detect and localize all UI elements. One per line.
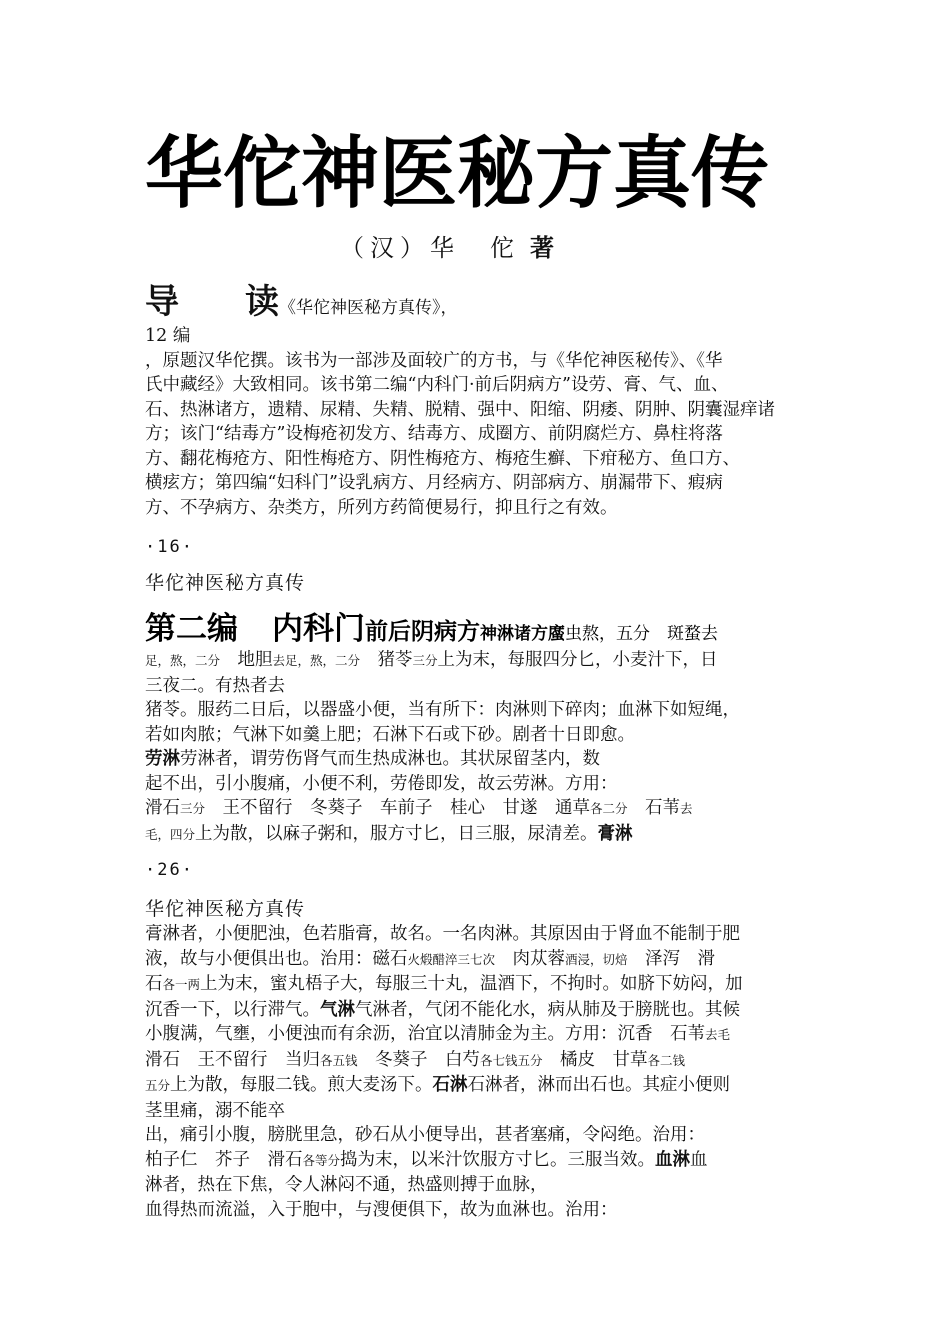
overlap-glyph: 䗪 (548, 624, 565, 644)
chapter-heading (145, 603, 718, 648)
intro-line: 氏中藏经》大致相同。该书第二编“内科门·前后阴病方”设劳、膏、气、血、 (145, 375, 729, 395)
text-line (145, 972, 815, 998)
herb-note: 五分 (145, 1078, 171, 1093)
page-number: ·16· (145, 537, 194, 557)
intro-line: 石、热淋诸方，遗精、尿精、失精、脱精、强中、阳缩、阴痿、阴肿、阴囊湿痒诸 (145, 399, 775, 420)
text-run: 滑石 (145, 798, 180, 818)
herb-note: 各七钱五分 (480, 1052, 543, 1068)
text-run: 地胆 (220, 650, 273, 670)
running-head: 华佗神医秘方真传 (145, 572, 306, 594)
herb-note: 各一两 (162, 977, 201, 992)
text-run: 沉香一下，以行滞气。 (145, 999, 320, 1020)
herb-note: 熬，五分 (582, 624, 650, 644)
text-line: 血得热而流溢，入于胞中，与溲便俱下，故为血淋也。治用： (145, 1199, 618, 1220)
text-run: 柏子仁 芥子 滑石 (145, 1149, 303, 1170)
intro-line: 12 编 (145, 326, 191, 346)
text-line: 猪苓。服药二日后，以器盛小便，当有所下：肉淋则下碎肉；血淋下如短绳， (145, 700, 740, 720)
text-line: 膏淋者，小便肥浊，色若脂膏，故名。一名肉淋。其原因由于肾血不能制于肥 (145, 924, 740, 944)
herb-note: 火煅醋淬三七次 (407, 951, 496, 967)
text-run: 液，故与小便俱出也。治用：磁石 (145, 948, 408, 969)
section-term: 石淋 (432, 1075, 468, 1095)
intro-heading-char-2: 读 (245, 282, 279, 322)
text-run: 橘皮 甘草 (542, 1049, 648, 1070)
text-run: 上为散，每服二钱。煎大麦汤下。 (170, 1075, 433, 1095)
text-run: 捣为末，以米汁饮服方寸匕。三服当效。 (340, 1149, 656, 1170)
herb-note: 三分 (180, 801, 206, 816)
section-term: 膏淋 (597, 823, 633, 844)
herb-note: 足，熬，二分 (145, 653, 221, 668)
text-line (145, 998, 815, 1023)
text-run: 石苇 (627, 798, 681, 818)
section-term: 气淋 (320, 999, 355, 1020)
herb-note: 毛，四分 (145, 826, 196, 842)
text-line (145, 947, 815, 973)
text-run: 石淋者，淋而出石也。其症小便则 (467, 1075, 731, 1095)
text-run: 上为末，每服四分匕，小麦汁下，日 (437, 650, 718, 670)
intro-lead: 《华佗神医秘方真传》， (279, 298, 458, 318)
text-line (145, 747, 815, 772)
author-line (340, 232, 560, 264)
running-head: 华佗神医秘方真传 (145, 898, 306, 920)
author-name: （汉）华 佗 (340, 234, 520, 262)
book-title: 华佗神医秘方真传 (145, 129, 770, 219)
herb-note: 各二钱 (647, 1052, 686, 1068)
text-run: 上为散，以麻子粥和，服方寸匕，日三服，尿清差。 (195, 823, 598, 844)
intro-line: ，原题汉华佗撰。该书为一部涉及面较广的方书，与《华佗神医秘传》、《华 (145, 350, 723, 371)
text-line: 茎里痛，溺不能卒 (145, 1100, 285, 1121)
intro-heading (145, 280, 458, 324)
text-run: 冬葵子 白芍 (357, 1049, 481, 1070)
text-line: 三夜二。有热者去 (145, 675, 285, 696)
text-run: 王不留行 冬葵子 车前子 桂心 甘遂 通草 (205, 798, 591, 818)
text-run: 气淋者，气闭不能化水，病从肺及于膀胱也。其候 (355, 999, 740, 1020)
text-line: 若如肉脓；气淋下如羹上肥；石淋下石或下砂。剧者十日即愈。 (145, 724, 635, 745)
text-line (145, 796, 815, 822)
page-2-body (145, 922, 815, 1222)
text-run: 肉苁蓉 (495, 948, 566, 969)
text-line (145, 1073, 815, 1099)
text-run: 猪苓 (360, 650, 413, 670)
intro-line: 方、翻花梅疮方、阳性梅疮方、阴性梅疮方、梅疮生癣、下疳秘方、鱼口方、 (145, 448, 740, 469)
intro-body (145, 324, 815, 520)
text-line (145, 822, 815, 848)
text-line (145, 1022, 815, 1048)
herb-note: 各二分 (590, 801, 628, 816)
author-role: 著 (530, 234, 560, 262)
herb-note: 去 (680, 801, 693, 816)
intro-line: 方、不孕病方、杂类方，所列方药简便易行，抑且行之有效。 (145, 497, 618, 518)
herb-note: 酒浸，切焙 (565, 951, 628, 967)
text-line: 淋者，热在下焦，令人淋闷不通，热盛则搏于血脉， (145, 1175, 548, 1195)
section-term: 血淋 (655, 1149, 691, 1170)
chapter-part: 第二编 (145, 611, 238, 647)
intro-line: 横痃方；第四编“妇科门”设乳病方、月经病方、阴部病方、崩漏带下、瘕病 (145, 473, 723, 493)
intro-heading-char-1: 导 (145, 282, 179, 322)
herb-note: 三分 (412, 653, 438, 668)
text-line (145, 1148, 815, 1174)
chapter-topic: 神淋诸方 (480, 624, 548, 644)
chapter-continuation: 虫 (565, 624, 582, 644)
text-run: 泽泻 滑 (627, 948, 716, 969)
text-line (145, 648, 815, 674)
text-run: 小腹满，气壅，小便浊而有余沥，治宜以清肺金为主。方用：沉香 石苇 (145, 1024, 705, 1044)
page-1-body (145, 648, 815, 847)
herb-note: 去足，熬，二分 (272, 653, 361, 668)
herb-name: 斑蝥 (667, 624, 701, 644)
text-run: 血 (690, 1149, 708, 1170)
text-run: 上为末，蜜丸梧子大，每服三十丸，温酒下，不拘时。如脐下妨闷，加 (200, 974, 743, 994)
text-line (145, 1048, 815, 1074)
herb-note: 去 (701, 624, 718, 644)
text-line: 出，痛引小腹，膀胱里急，砂石从小便导出，甚者塞痛，令闷绝。治用： (145, 1125, 705, 1145)
herb-note: 去毛 (705, 1027, 731, 1042)
section-term: 劳淋 (145, 749, 180, 769)
text-run: 石 (145, 974, 163, 994)
text-line: 起不出，引小腹痛，小便不利，劳倦即发，故云劳淋。方用： (145, 773, 618, 794)
herb-note: 各等分 (302, 1152, 341, 1168)
text-run: 滑石 王不留行 当归 (145, 1049, 320, 1070)
intro-line: 方；该门“结毒方”设梅疮初发方、结毒方、成圈方、前阴腐烂方、鼻柱将落 (145, 424, 723, 444)
text-run: 劳淋者，谓劳伤肾气而生热成淋也。其状尿留茎内，数 (180, 749, 600, 769)
chapter-subsection: 前后阴病方 (365, 619, 480, 645)
herb-note: 各五钱 (320, 1052, 358, 1068)
page-number: ·26· (145, 860, 194, 880)
chapter-section: 内科门 (272, 611, 365, 647)
